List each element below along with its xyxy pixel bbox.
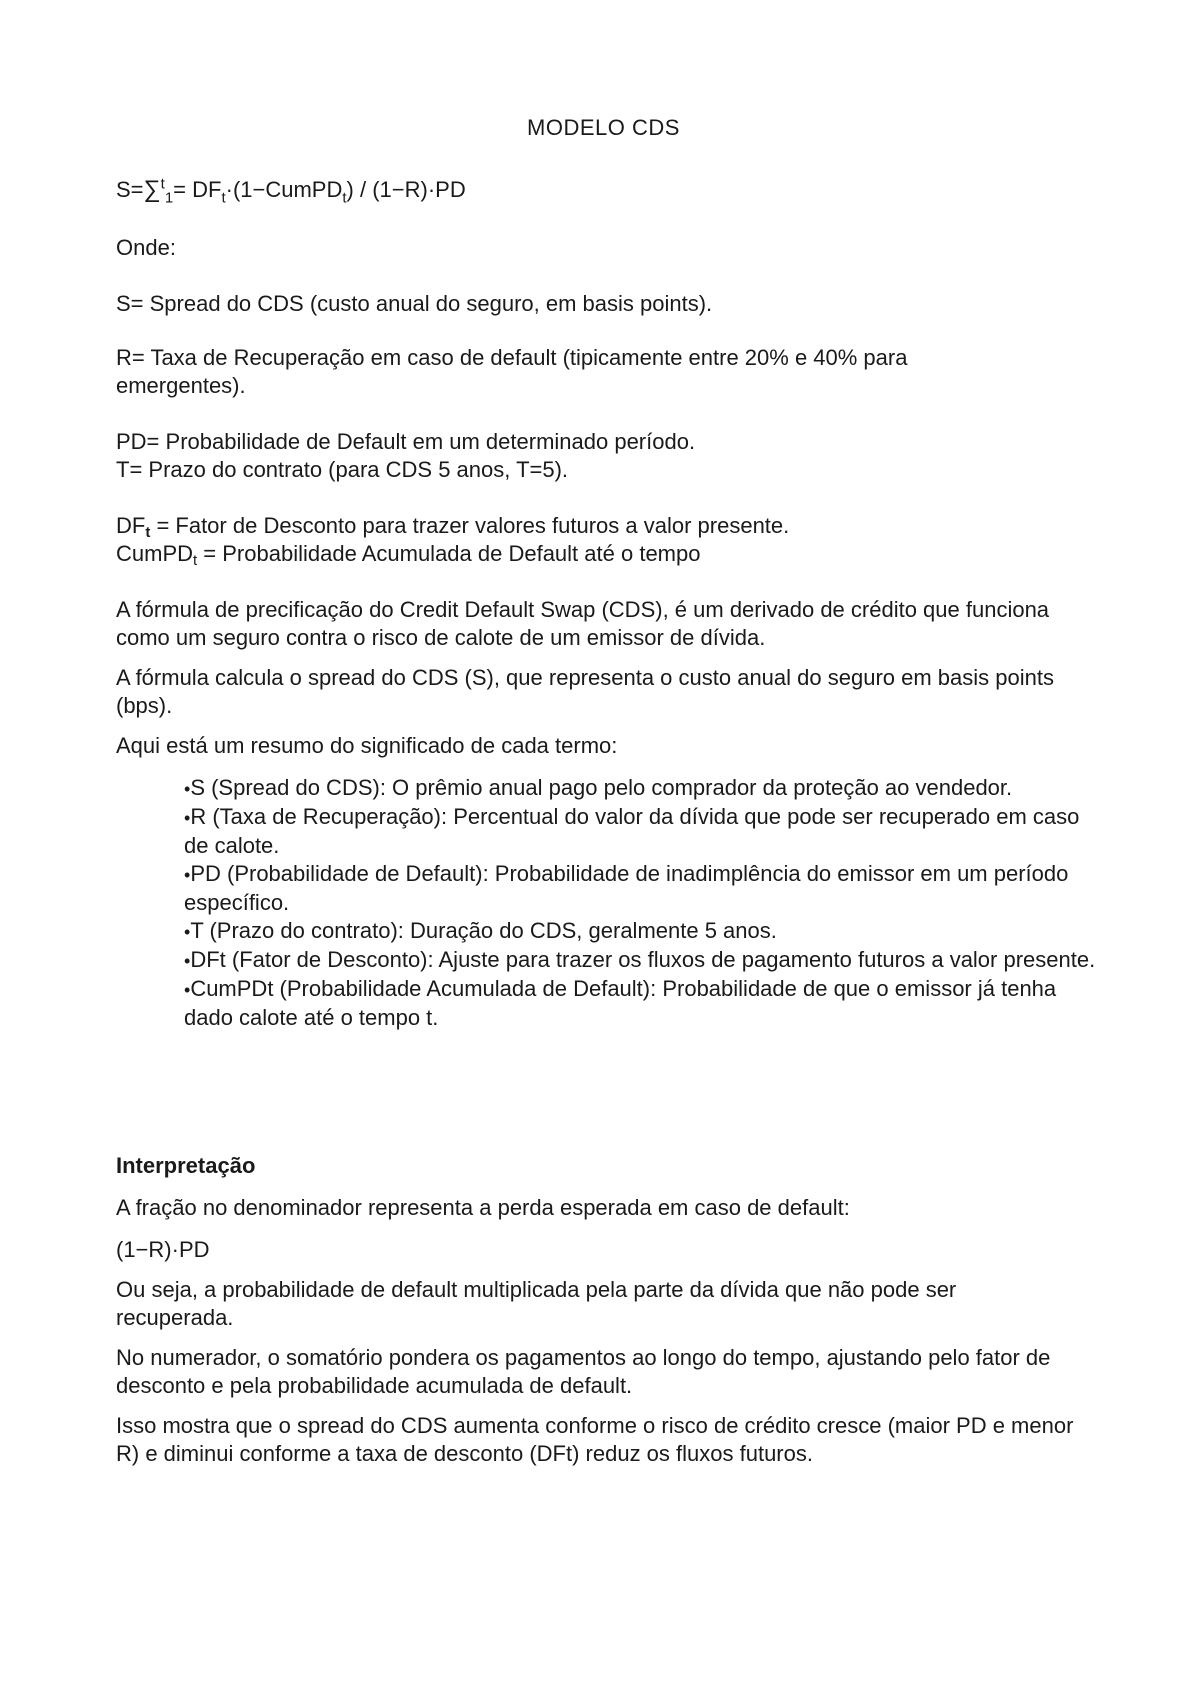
cumpd-text: = Probabilidade Acumulada de Default até o tempo (197, 541, 701, 566)
sum-upper: t (160, 175, 165, 193)
df-sub: t (145, 524, 151, 541)
paragraph-intro: A fórmula de precificação do Credit Default Swap (CDS), é um derivado de crédito que funciona como um seguro contra o risco de calote de um emissor de dívida. (116, 597, 1050, 650)
paragraph-spread: A fórmula calcula o spread do CDS (S), que representa o custo anual do seguro em basis points (bps). (116, 665, 1054, 718)
list-item (184, 860, 1104, 917)
list-item (184, 975, 1104, 1032)
paragraph-summary: Aqui está um resumo do significado de cada termo: (116, 733, 618, 758)
terms-list (184, 774, 1104, 1032)
list-item-text: R (Taxa de Recuperação): Percentual do valor da dívida que pode ser recuperado em caso de calote. (184, 804, 1080, 858)
onde-label: Onde: (116, 235, 176, 260)
bullet-dot-icon: • (184, 922, 191, 942)
paragraph-numerator: No numerador, o somatório pondera os pagamentos ao longo do tempo, ajustando pelo fator de desconto e pela probabilidade acumulada de default. (116, 1345, 1051, 1398)
list-item-text: DFt (Fator de Desconto): Ajuste para trazer os fluxos de pagamento futuros a valor presente. (190, 947, 1096, 972)
df-text: = Fator de Desconto para trazer valores futuros a valor presente. (150, 513, 790, 538)
sum-symbol: ∑ (143, 176, 161, 203)
paragraph-conclusion: Isso mostra que o spread do CDS aumenta conforme o risco de crédito cresce (maior PD e menor R) e diminui conforme a taxa de desconto (DFt) reduz os fluxos futuros. (116, 1413, 1074, 1466)
cds-formula (116, 175, 1106, 207)
section-heading-interpretacao: Interpretação (116, 1153, 256, 1178)
formula-sub-t1: t (221, 189, 226, 207)
formula-mid: ·(1−CumPD (225, 177, 343, 202)
formula-eq: = DF (173, 177, 222, 202)
list-item-text: T (Prazo do contrato): Duração do CDS, geralmente 5 anos. (190, 918, 777, 943)
interp-formula: (1−R)·PD (116, 1237, 210, 1262)
definition-cumpd (116, 540, 1106, 568)
document-title: MODELO CDS (527, 115, 680, 140)
paragraph-meaning: Ou seja, a probabilidade de default multiplicada pela parte da dívida que não pode ser recuperada. (116, 1277, 957, 1330)
formula-prefix: S= (116, 177, 144, 202)
definition-s: S= Spread do CDS (custo anual do seguro, em basis points). (116, 291, 713, 316)
bullet-dot-icon: • (184, 980, 191, 1000)
list-item (184, 803, 1104, 860)
paragraph-fraction: A fração no denominador representa a perda esperada em caso de default: (116, 1195, 850, 1220)
cumpd-sub: t (193, 552, 198, 569)
list-item (184, 774, 1104, 803)
df-label: DF (116, 513, 146, 538)
bullet-dot-icon: • (184, 951, 191, 971)
formula-sub-t2: t (342, 189, 347, 207)
list-item-text: PD (Probabilidade de Default): Probabilidade de inadimplência do emissor em um período específico. (184, 861, 1069, 915)
list-item-text: CumPDt (Probabilidade Acumulada de Default): Probabilidade de que o emissor já tenha dado calote até o tempo t. (184, 976, 1057, 1030)
list-item (184, 946, 1104, 975)
bullet-dot-icon: • (184, 865, 191, 885)
definition-pd: PD= Probabilidade de Default em um determinado período. (116, 429, 696, 454)
definition-r: R= Taxa de Recuperação em caso de default (tipicamente entre 20% e 40% para emergentes). (116, 345, 908, 398)
bullet-dot-icon: • (184, 808, 191, 828)
definition-df (116, 512, 1106, 540)
bullet-dot-icon: • (184, 779, 191, 799)
cumpd-label: CumPD (116, 541, 194, 566)
sum-lower: 1 (164, 189, 174, 207)
list-item-text: S (Spread do CDS): O prêmio anual pago pelo comprador da proteção ao vendedor. (190, 775, 1013, 800)
formula-end: ) / (1−R)·PD (346, 177, 466, 202)
list-item (184, 917, 1104, 946)
definition-t: T= Prazo do contrato (para CDS 5 anos, T=5). (116, 457, 569, 482)
